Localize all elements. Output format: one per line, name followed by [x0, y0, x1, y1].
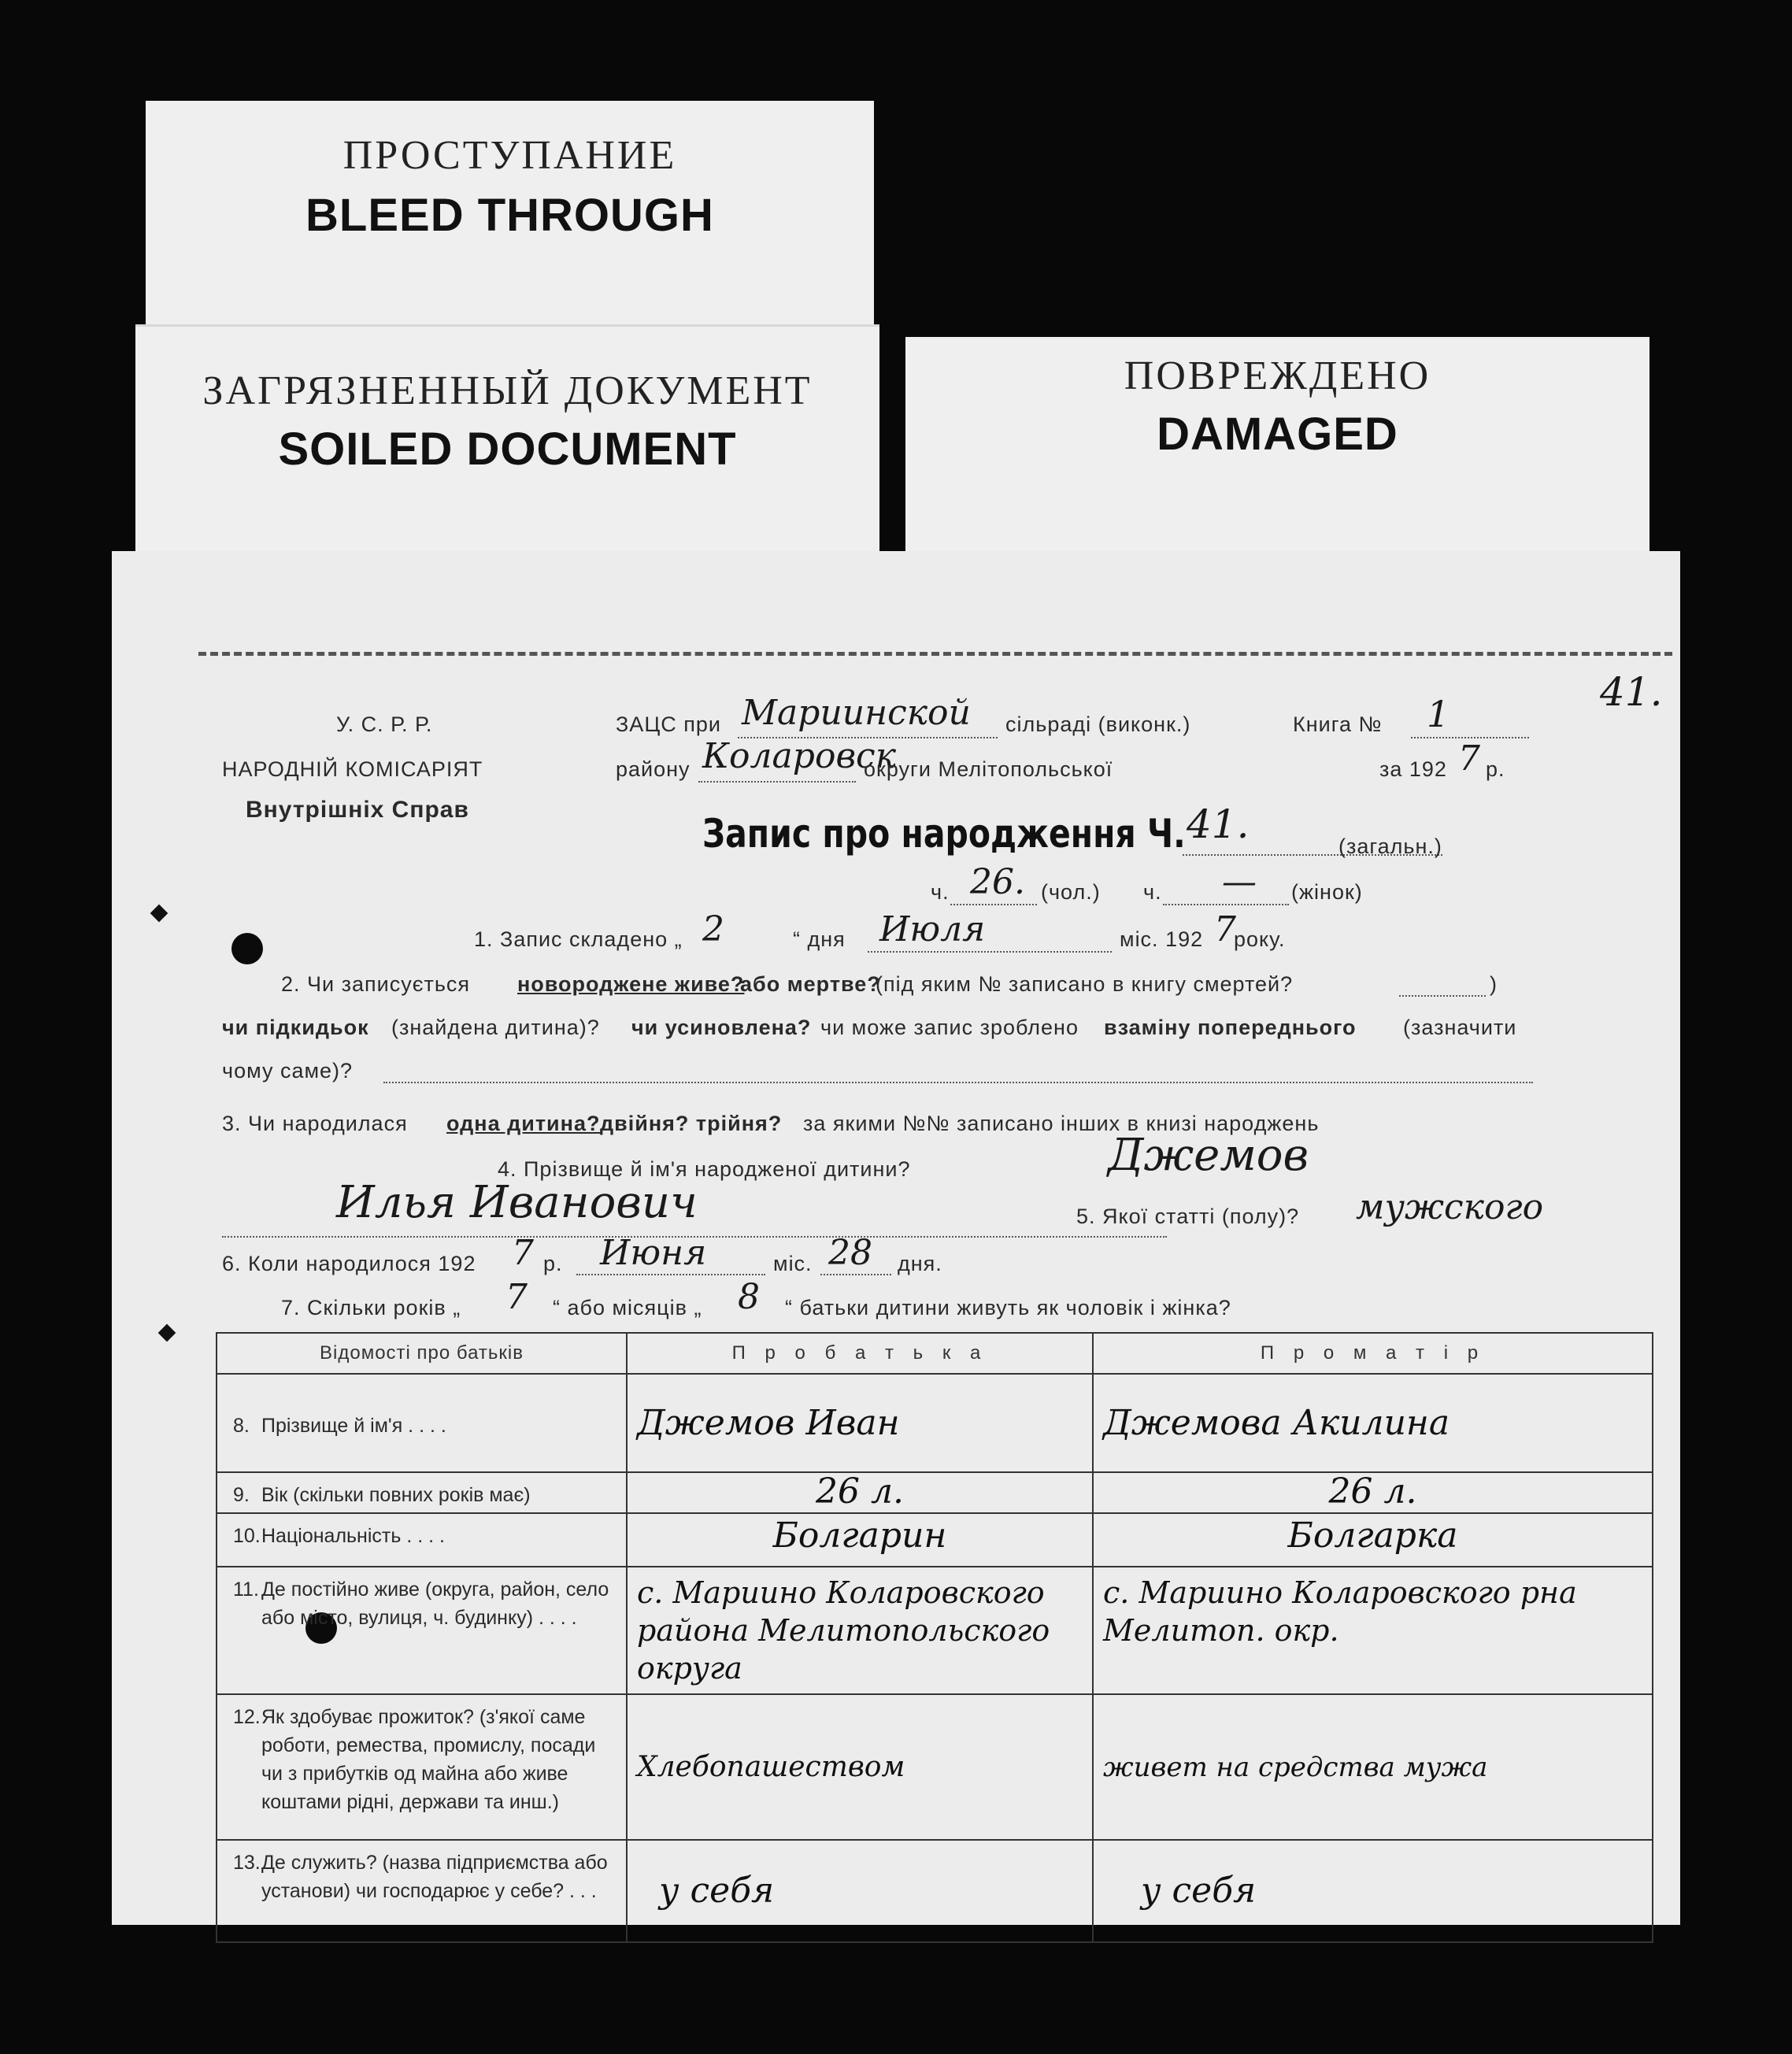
row-number: 11. — [233, 1578, 259, 1601]
bleed-through-en: BLEED THROUGH — [305, 190, 714, 241]
damaged-ru: ПОВРЕЖДЕНО — [1124, 353, 1431, 398]
item6-month-label: міс. — [773, 1252, 813, 1275]
item7-suffix: “ батьки дитини живуть як чоловік і жінка? — [785, 1296, 1231, 1319]
table-row — [217, 1567, 1653, 1694]
year-suffix: р. — [1486, 757, 1505, 781]
row-label — [217, 1694, 627, 1840]
ussr-label: У. С. Р. Р. — [336, 712, 433, 736]
item7-prefix: 7. Скільки років „ — [281, 1296, 461, 1319]
parents-table — [216, 1332, 1653, 1943]
mother-occupation: живет на средства мужа — [1093, 1694, 1653, 1840]
sex-value: мужского — [1356, 1187, 1544, 1227]
item5-label: 5. Якої статті (полу)? — [1076, 1205, 1300, 1228]
item3-question: за якими №№ записано інших в книзі народжень — [803, 1112, 1320, 1135]
item2-previous: взаміну попереднього — [1104, 1016, 1357, 1039]
item2-instead: чи може запис зроблено — [820, 1016, 1079, 1039]
child-name: Илья Иванович — [336, 1177, 698, 1228]
female-prefix: ч. — [1143, 880, 1162, 904]
mother-nationality: Болгарка — [1093, 1513, 1653, 1567]
total-label: (загальн.) — [1338, 835, 1442, 858]
item1-day-label: “ дня — [793, 927, 846, 951]
item2-specify: (зазначити — [1403, 1016, 1517, 1039]
female-count: — — [1222, 862, 1257, 902]
row-label — [217, 1472, 627, 1513]
row-label — [217, 1567, 627, 1694]
child-surname: Джемов — [1108, 1130, 1309, 1181]
male-line — [950, 904, 1037, 905]
damaged-en: DAMAGED — [1157, 409, 1398, 460]
item2-prefix: 2. Чи записується — [281, 972, 471, 996]
item2-question: (під яким № записано в книгу смертей? — [876, 972, 1294, 996]
father-age: 26 л. — [627, 1472, 1093, 1513]
commissariat-label: НАРОДНІЙ КОМІСАРІЯТ — [222, 757, 483, 781]
table-header-row — [217, 1333, 1653, 1374]
table-row — [217, 1472, 1653, 1513]
table-row — [217, 1840, 1653, 1942]
header-father: П р о б а т ь к а — [627, 1333, 1093, 1374]
father-occupation: Хлебопашеством — [627, 1694, 1093, 1840]
item1-month: Июля — [879, 909, 986, 949]
item7-months-label: “ або місяців „ — [553, 1296, 702, 1319]
item1-suffix: року. — [1234, 927, 1286, 951]
item2-dead: або мертве? — [740, 972, 881, 996]
row-label — [217, 1840, 627, 1942]
birth-day: 28 — [828, 1233, 872, 1273]
bleed-through-ru: ПРОСТУПАНИЕ — [342, 133, 677, 178]
female-label: (жінок) — [1291, 880, 1363, 904]
page-number: 41. — [1600, 669, 1663, 715]
item1-month-line — [868, 951, 1112, 953]
male-count: 26. — [970, 862, 1025, 902]
raion-prefix: району — [616, 757, 691, 781]
book-label: Книга № — [1293, 712, 1383, 736]
birth-record-form — [112, 551, 1680, 1925]
item2-foundling: чи підкидьок — [222, 1016, 369, 1039]
row-label-text: Де служить? (назва підприємства або установи) чи господарює у себе? . . . — [261, 1852, 608, 1902]
father-residence: с. Мариино Коларовского района Мелитопольского округа — [627, 1567, 1093, 1694]
item2-why-line — [383, 1082, 1533, 1083]
item1-year-label: міс. 192 — [1120, 927, 1204, 951]
item2-close: ) — [1490, 972, 1498, 996]
margin-mark — [150, 905, 168, 923]
mother-workplace: у себя — [1093, 1840, 1653, 1942]
item1-year: 7 — [1214, 909, 1236, 949]
year-value: 7 — [1458, 738, 1480, 779]
item2-line — [1399, 995, 1486, 997]
item1-day: 2 — [702, 909, 724, 949]
record-number: 41. — [1187, 801, 1250, 847]
mother-residence: с. Мариино Коларовского рна Мелитоп. окр. — [1093, 1567, 1653, 1694]
row-label-text: Національність . . . . — [261, 1525, 445, 1547]
internal-affairs-label: Внутрішніх Справ — [246, 797, 469, 823]
item4-label: 4. Прізвище й ім'я народженої дитини? — [498, 1157, 911, 1181]
years-together: 7 — [505, 1277, 528, 1317]
record-title: Запис про народження Ч. — [702, 811, 1186, 857]
birth-month: Июня — [600, 1233, 707, 1273]
father-nationality: Болгарин — [627, 1513, 1093, 1567]
header-parents-info: Відомості про батьків — [217, 1333, 627, 1374]
perforation-line — [198, 652, 1672, 656]
table-row — [217, 1513, 1653, 1567]
zags-prefix: ЗАЦС при — [616, 712, 722, 736]
soiled-document-ru: ЗАГРЯЗНЕННЫЙ ДОКУМЕНТ — [202, 368, 813, 413]
item2-alive: новороджене живе? — [517, 972, 745, 996]
book-value: 1 — [1427, 693, 1450, 735]
raion-value: Коларовск — [702, 736, 896, 776]
item3-single: одна дитина? — [446, 1112, 601, 1135]
row-number: 12. — [233, 1706, 261, 1728]
bleed-through-card — [146, 101, 874, 329]
item1-prefix: 1. Запис складено „ — [474, 927, 683, 951]
male-label: (чол.) — [1041, 880, 1101, 904]
item6-year-suffix: р. — [543, 1252, 563, 1275]
header-mother: П р о м а т і р — [1093, 1333, 1653, 1374]
row-label-text: Як здобуває прожиток? (з'якої саме роботи, ремества, промислу, посади чи з прибутків од майна або живе коштами рідні, держави та инш.) — [261, 1706, 596, 1813]
row-number: 13. — [233, 1852, 261, 1874]
row-number: 10. — [233, 1525, 261, 1547]
soiled-document-en: SOILED DOCUMENT — [278, 424, 737, 475]
row-number: 9. — [233, 1484, 250, 1506]
punch-hole — [231, 933, 263, 964]
item3-twins: двійня? трійня? — [600, 1112, 783, 1135]
female-line — [1163, 904, 1289, 905]
father-surname: Джемов Иван — [627, 1374, 1093, 1472]
row-label-text: Вік (скільки повних років має) — [261, 1484, 531, 1506]
soiled-document-card — [135, 324, 879, 587]
months-together: 8 — [738, 1277, 760, 1317]
row-label — [217, 1513, 627, 1567]
raion-line — [698, 781, 856, 783]
zags-place: Мариинской — [742, 693, 971, 733]
birth-day-line — [820, 1274, 891, 1275]
row-label-text: Прізвище й ім'я . . . . — [261, 1414, 446, 1437]
row-number: 8. — [233, 1414, 250, 1437]
item2-adopted: чи усиновлена? — [631, 1016, 812, 1039]
birth-year: 7 — [512, 1233, 534, 1273]
row-label-text: Де постійно живе (округа, район, село або місто, вулиця, ч. будинку) . . . . — [261, 1578, 609, 1629]
item2-found-child: (знайдена дитина)? — [391, 1016, 600, 1039]
mother-age: 26 л. — [1093, 1472, 1653, 1513]
birth-month-line — [576, 1274, 765, 1275]
row-label — [217, 1374, 627, 1472]
table-row — [217, 1374, 1653, 1472]
item6-prefix: 6. Коли народилося 192 — [222, 1252, 476, 1275]
mother-surname: Джемова Акилина — [1093, 1374, 1653, 1472]
male-prefix: ч. — [931, 880, 950, 904]
zags-suffix: сільраді (виконк.) — [1005, 712, 1191, 736]
raion-suffix: округи Мелітопольської — [864, 757, 1113, 781]
item2-why: чому саме)? — [222, 1059, 354, 1083]
year-label: за 192 — [1379, 757, 1447, 781]
item6-day-label: дня. — [898, 1252, 942, 1275]
table-row — [217, 1694, 1653, 1840]
margin-mark — [158, 1324, 176, 1342]
father-workplace: у себя — [627, 1840, 1093, 1942]
item3-prefix: 3. Чи народилася — [222, 1112, 408, 1135]
